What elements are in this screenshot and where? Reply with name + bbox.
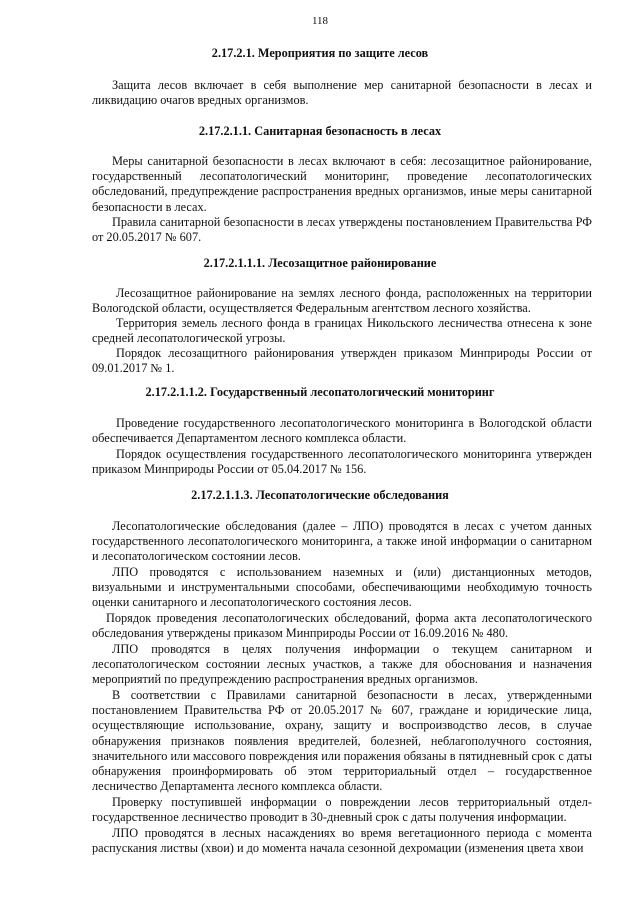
section-heading-inspections: 2.17.2.1.1.3. Лесопатологические обследования: [191, 488, 449, 502]
paragraph: Меры санитарной безопасности в лесах включают в себя: лесозащитное районирование, государственный лесопатологический мониторинг, проведение лесопатологических обследований, предупреждение распространения вредных организмов, иные меры санитарной безопасности в лесах.: [92, 154, 592, 214]
section-heading-forest-protection: 2.17.2.1. Мероприятия по защите лесов: [211, 46, 429, 60]
paragraph: Проверку поступившей информации о повреждении лесов территориальный отдел-государственное лесничество проводит в 30-дневный срок с даты получения информации.: [92, 795, 592, 825]
section-heading-monitoring: 2.17.2.1.1.2. Государственный лесопатологический мониторинг: [145, 385, 495, 399]
section-heading-sanitary-safety: 2.17.2.1.1. Санитарная безопасность в лесах: [198, 124, 442, 138]
paragraph: Порядок лесозащитного районирования утвержден приказом Минприроды России от 09.01.2017 № 1.: [92, 346, 592, 376]
paragraph: ЛПО проводятся в целях получения информации о текущем санитарном и лесопатологическом состоянии лесных участков, а также для обоснования и назначения мероприятий по предупреждению распространения вредных организмов.: [92, 642, 592, 687]
paragraph: Лесопатологические обследования (далее – ЛПО) проводятся в лесах с учетом данных государственного лесопатологического мониторинга, а также иной информации о санитарном и лесопатологическом состоянии лесов.: [92, 519, 592, 564]
page-number: 118: [311, 15, 329, 27]
paragraph: Лесозащитное районирование на землях лесного фонда, расположенных на территории Вологодской области, осуществляется Федеральным агентством лесного хозяйства.: [92, 286, 592, 316]
paragraph: Проведение государственного лесопатологического мониторинга в Вологодской области обеспечивается Департаментом лесного комплекса области.: [92, 416, 592, 446]
paragraph: Порядок проведения лесопатологических обследований, форма акта лесопатологического обследования утверждены приказом Минприроды России от 16.09.2016 № 480.: [92, 611, 592, 641]
paragraph: Порядок осуществления государственного лесопатологического мониторинга утвержден приказом Минприроды России от 05.04.2017 № 156.: [92, 447, 592, 477]
paragraph: Территория земель лесного фонда в границах Никольского лесничества отнесена к зоне средней лесопатологической угрозы.: [92, 316, 592, 346]
paragraph: В соответствии с Правилами санитарной безопасности в лесах, утвержденными постановлением Правительства РФ от 20.05.2017 № 607, граждане и юридические лица, осуществляющие использование, охрану, защиту и воспроизводство лесов, в случае обнаружения признаков появления вредителей, болезней, неблагополучного состояния, значительного или массового повреждения или поражения обязаны в пятидневный срок с даты обнаружения проинформировать об этом территориальный отдел – государственное лесничество Департамента лесного комплекса области.: [92, 688, 592, 794]
paragraph: ЛПО проводятся в лесных насаждениях во время вегетационного периода с момента распускания листвы (хвои) и до момента начала сезонной дехромации (изменения цвета хвои: [92, 826, 592, 856]
paragraph: Правила санитарной безопасности в лесах утверждены постановлением Правительства РФ от 20.05.2017 № 607.: [92, 215, 592, 245]
paragraph: Защита лесов включает в себя выполнение мер санитарной безопасности в лесах и ликвидацию очагов вредных организмов.: [92, 78, 592, 108]
paragraph: ЛПО проводятся с использованием наземных и (или) дистанционных методов, визуальными и инструментальными способами, обеспечивающими необходимую точность оценки санитарного и лесопатологического состояния лесов.: [92, 565, 592, 610]
section-heading-zoning: 2.17.2.1.1.1. Лесозащитное районирование: [203, 256, 437, 270]
